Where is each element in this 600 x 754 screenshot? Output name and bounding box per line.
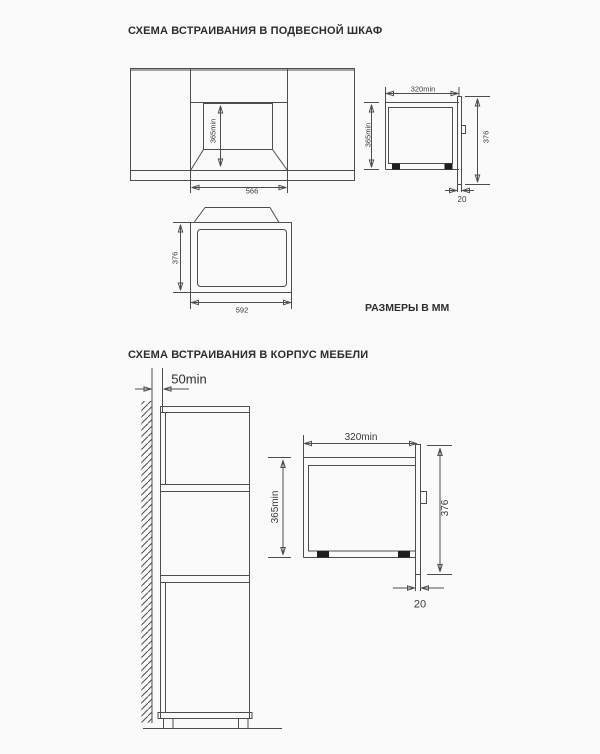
dim-label-wall-clearance: 50min [171,371,207,387]
oven-body [389,97,466,193]
dim-label-front-height: 376 [481,130,491,144]
oven-side-view-large-drawing [265,425,460,615]
dim-label-niche-width: 566 [245,186,259,196]
dim-label-front-protrusion-large: 20 [413,598,427,611]
dim-label-niche-depth-large: 320min [344,432,378,443]
oven-body [309,445,427,592]
hanging-cabinet-front-view-drawing [120,60,373,205]
cabinet-outline [131,69,355,181]
section-title-hanging-cabinet: СХЕМА ВСТРАИВАНИЯ В ПОДВЕСНОЙ ШКАФ [128,25,383,37]
dim-label-oven-height: 376 [170,251,180,265]
dim-label-front-height-large: 376 [440,499,451,517]
dim-label-oven-width: 592 [235,305,249,315]
dim-label-niche-height: 365min [208,118,218,144]
oven-front-view-drawing [160,200,310,318]
section-title-furniture-column: СХЕМА ВСТРАИВАНИЯ В КОРПУС МЕБЕЛИ [128,349,369,361]
oven-side-view-drawing [355,80,500,215]
oven-top-perspective [194,208,279,223]
cabinet-outline [143,407,282,729]
niche-outline [386,103,460,170]
furniture-column-drawing [135,365,285,737]
niche-outline [304,458,417,558]
wall [141,368,152,723]
dim-label-niche-height-large: 365min [270,490,281,524]
dim-label-niche-height-side: 365min [363,122,373,148]
dim-label-front-protrusion: 20 [457,195,467,204]
niche-opening [191,103,288,171]
units-note: РАЗМЕРЫ В ММ [365,302,450,314]
oven-front-panel [191,223,292,293]
dim-label-niche-depth: 320min [410,84,436,94]
